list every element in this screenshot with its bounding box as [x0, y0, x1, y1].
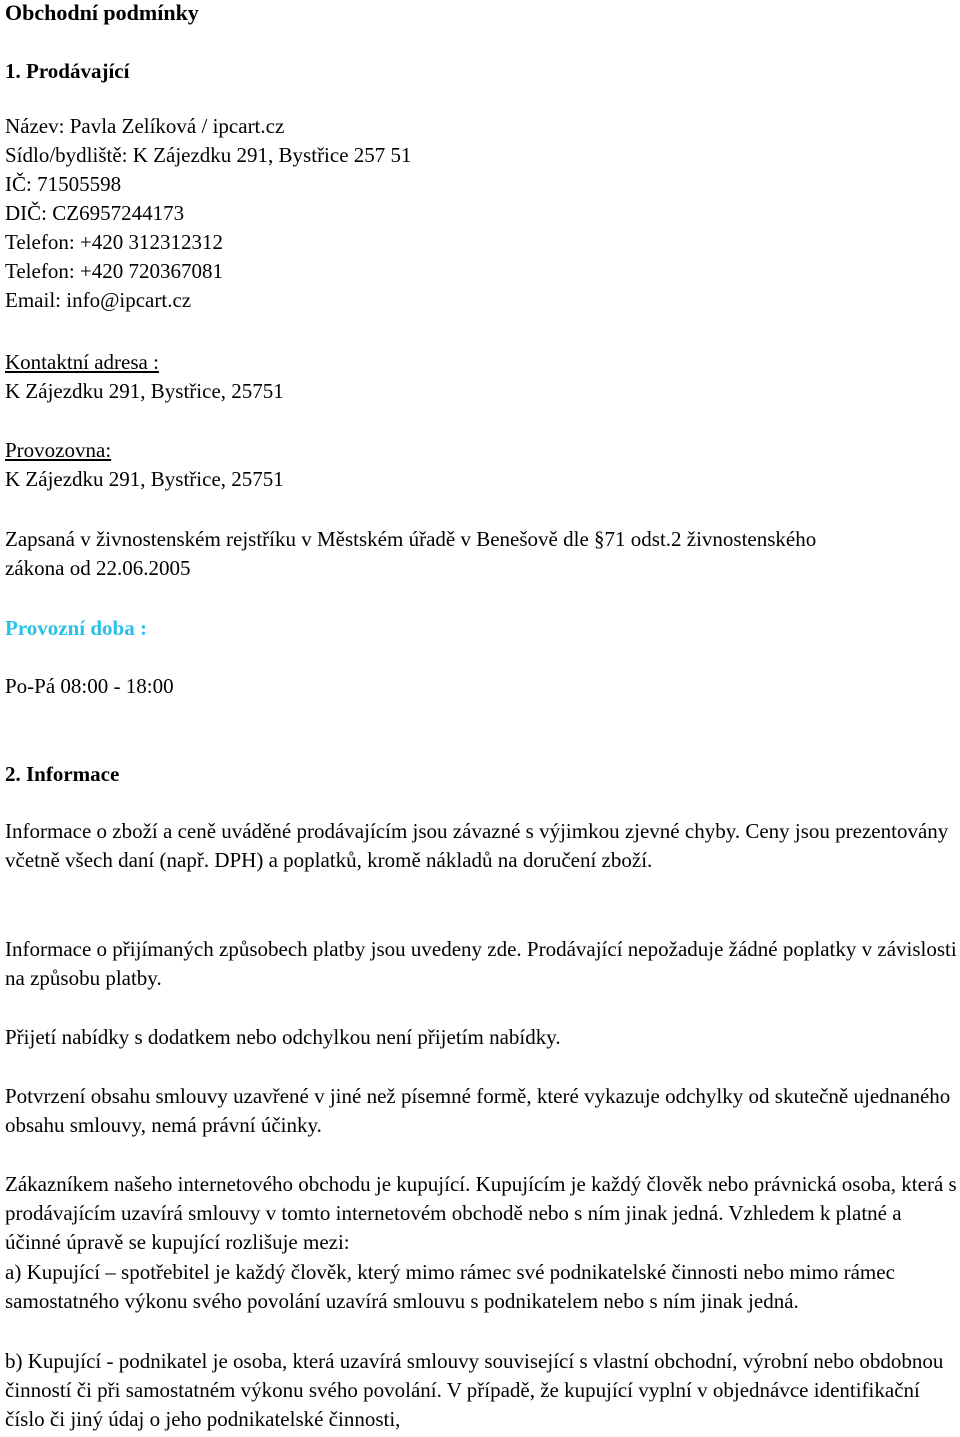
premises-label: Provozovna: — [5, 438, 112, 462]
seller-info-block — [5, 112, 412, 315]
operating-hours-label: Provozní doba : — [5, 616, 147, 640]
customer-type-a: a) Kupující – spotřebitel je každý člověk, který mimo rámec své podnikatelské činnosti nebo mimo rámec samostatného výkonu svého povolání uzavírá smlouvu s podnikatelem nebo s ním jinak jedná. — [5, 1260, 895, 1313]
contact-address-block — [5, 348, 284, 406]
premises-value: K Zájezdku 291, Bystřice, 25751 — [5, 467, 284, 491]
seller-dic-line: DIČ: CZ6957244173 — [5, 201, 185, 225]
info-paragraph-2: Informace o přijímaných způsobech platby jsou uvedeny zde. Prodávající nepožaduje žádné poplatky v závislosti na způsobu platby. — [5, 937, 957, 990]
seller-email-line: Email: info@ipcart.cz — [5, 288, 192, 312]
seller-phone-line-2: Telefon: +420 720367081 — [5, 259, 224, 283]
info-paragraph-1: Informace o zboží a ceně uváděné prodávajícím jsou závazné s výjimkou zjevné chyby. Ceny jsou prezentovány včetně všech daní (např. DPH) a poplatků, kromě nákladů na doručení zboží. — [5, 819, 949, 872]
seller-ic-line: IČ: 71505598 — [5, 172, 122, 196]
info-paragraph-3: Přijetí nabídky s dodatkem nebo odchylkou není přijetím nabídky. — [5, 1025, 561, 1049]
contact-address-label: Kontaktní adresa : — [5, 350, 159, 374]
premises-block — [5, 436, 284, 494]
seller-address-line: Sídlo/bydliště: K Zájezdku 291, Bystřice 257 51 — [5, 143, 412, 167]
operating-hours-value: Po-Pá 08:00 - 18:00 — [5, 674, 174, 698]
seller-phone-line-1: Telefon: +420 312312312 — [5, 230, 224, 254]
customer-paragraph: Zákazníkem našeho internetového obchodu je kupující. Kupujícím je každý člověk nebo právnická osoba, která s prodávajícím uzavírá smlouvy v tomto internetovém obchodě nebo s ním jinak jedná. Vzhledem k platné a účinné úpravě se kupující rozlišuje mezi: — [5, 1172, 957, 1254]
registration-text: Zapsaná v živnostenském rejstříku v Městském úřadě v Benešově dle §71 odst.2 živnostenského zákona od 22.06.2005 — [5, 527, 817, 580]
customer-type-b: b) Kupující - podnikatel je osoba, která uzavírá smlouvy související s vlastní obchodní, výrobní nebo obdobnou činností či při samostatném výkonu svého povolání. V případě, že kupující vyplní v objednávce identifikační číslo či jiný údaj o jeho podnikatelské činnosti, — [5, 1349, 944, 1431]
section-1-heading: 1. Prodávající — [5, 59, 130, 83]
info-paragraph-4: Potvrzení obsahu smlouvy uzavřené v jiné než písemné formě, které vykazuje odchylky od skutečně ujednaného obsahu smlouvy, nemá právní účinky. — [5, 1084, 951, 1137]
seller-name-line: Název: Pavla Zelíková / ipcart.cz — [5, 114, 285, 138]
contact-address-value: K Zájezdku 291, Bystřice, 25751 — [5, 379, 284, 403]
section-2-heading: 2. Informace — [5, 762, 120, 786]
document-title: Obchodní podmínky — [5, 0, 199, 25]
